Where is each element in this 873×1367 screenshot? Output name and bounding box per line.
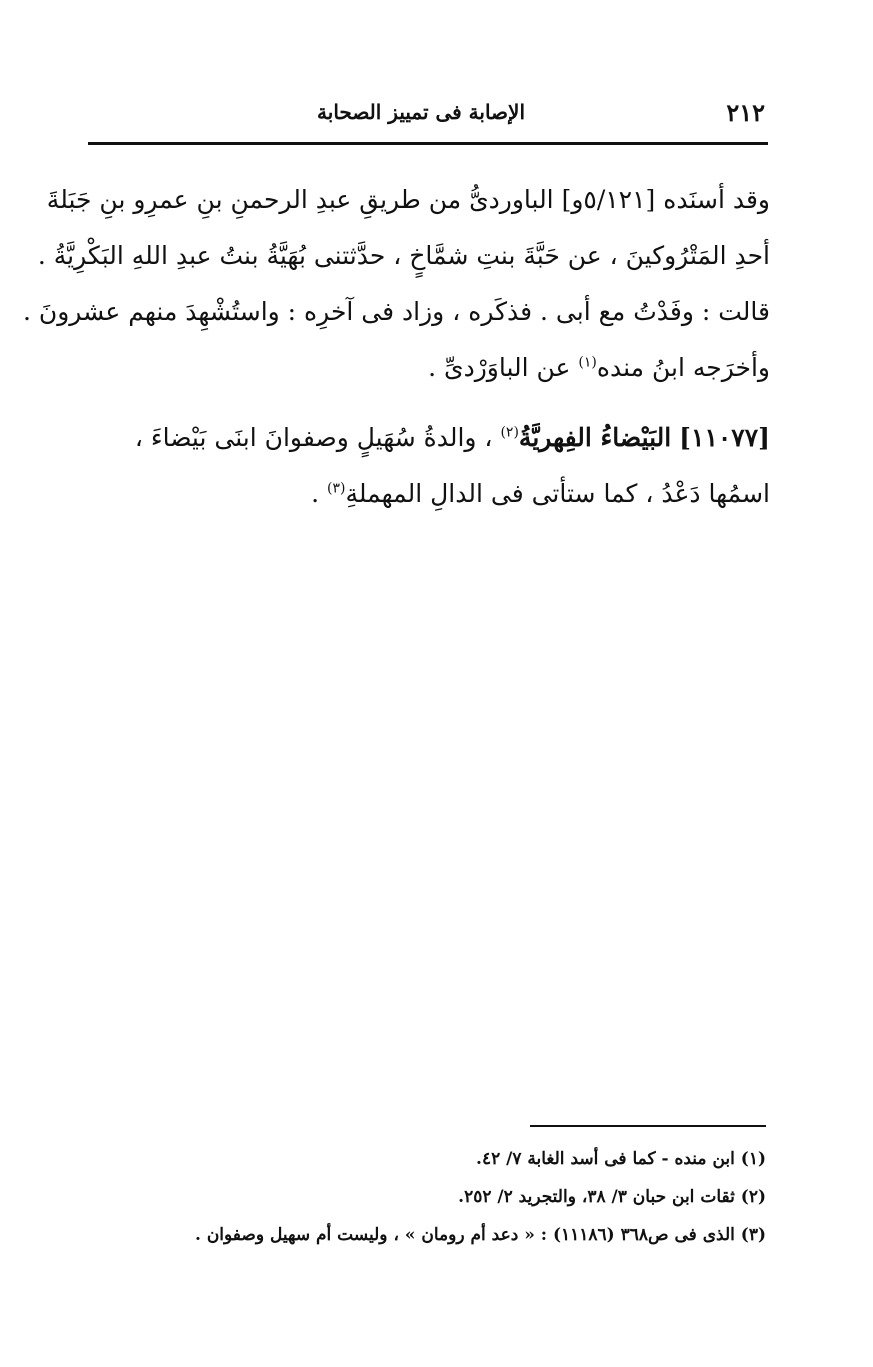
footnote-1: (١) ابن منده - كما فى أسد الغابة ٧/ ٤٢. (476, 1149, 766, 1169)
footnote-ref-2[interactable]: (٢) (500, 424, 519, 441)
text-segment: . (311, 479, 320, 508)
paragraph (22, 172, 770, 396)
entry-paragraph (80, 410, 770, 522)
footnote-ref-3[interactable]: (٣) (327, 480, 346, 497)
text-line (80, 340, 770, 396)
running-title: الإصابة فى تمييز الصحابة (317, 100, 525, 124)
entry-name: البَيْضاءُ الفِهريَّةُ (518, 423, 672, 452)
page-header (88, 98, 765, 132)
footnote-rule (530, 1125, 766, 1127)
text-line (80, 466, 770, 522)
text-line: وقد أسنَده [٥/١٢١و] الباوردىُّ من طريقِ عبدِ الرحمنِ بنِ عمرِو بنِ جَبَلةَ (46, 185, 770, 214)
header-rule (88, 142, 768, 145)
text-line (80, 410, 770, 466)
text-line: أحدِ المَتْرُوكينَ ، عن حَبَّةَ بنتِ شمَّاخٍ ، حدَّثتنى بُهَيَّةُ بنتُ عبدِ اللهِ البَكْرِيَّةُ . (37, 241, 770, 270)
footnote-3: (٣) الذى فى ص٣٦٨ (١١١٨٦) : « دعد أم رومان » ، وليست أم سهيل وصفوان . (194, 1225, 766, 1245)
entry-number: [١١٠٧٧] (679, 423, 770, 452)
text-segment: عن الباوَرْدىِّ . (428, 353, 571, 382)
page-number: ٢١٢ (726, 98, 765, 127)
text-segment: اسمُها دَعْدُ ، كما ستأتى فى الدالِ المهملةِ (345, 479, 770, 508)
text-line: قالت : وفَدْتُ مع أبى . فذكَره ، وزاد فى آخرِه : واستُشْهِدَ منهم عشرونَ . (22, 297, 770, 326)
text-segment: وأخرَجه ابنُ منده (596, 353, 770, 382)
footnote-ref-1[interactable]: (١) (578, 354, 597, 371)
footnotes (150, 1140, 766, 1254)
text-segment: ، والدةُ سُهَيلٍ وصفوانَ ابنَى بَيْضاءَ ، (134, 423, 493, 452)
footnote-2: (٢) ثقات ابن حبان ٣/ ٣٨، والتجريد ٢/ ٢٥٢. (458, 1187, 766, 1207)
main-text (22, 172, 770, 522)
